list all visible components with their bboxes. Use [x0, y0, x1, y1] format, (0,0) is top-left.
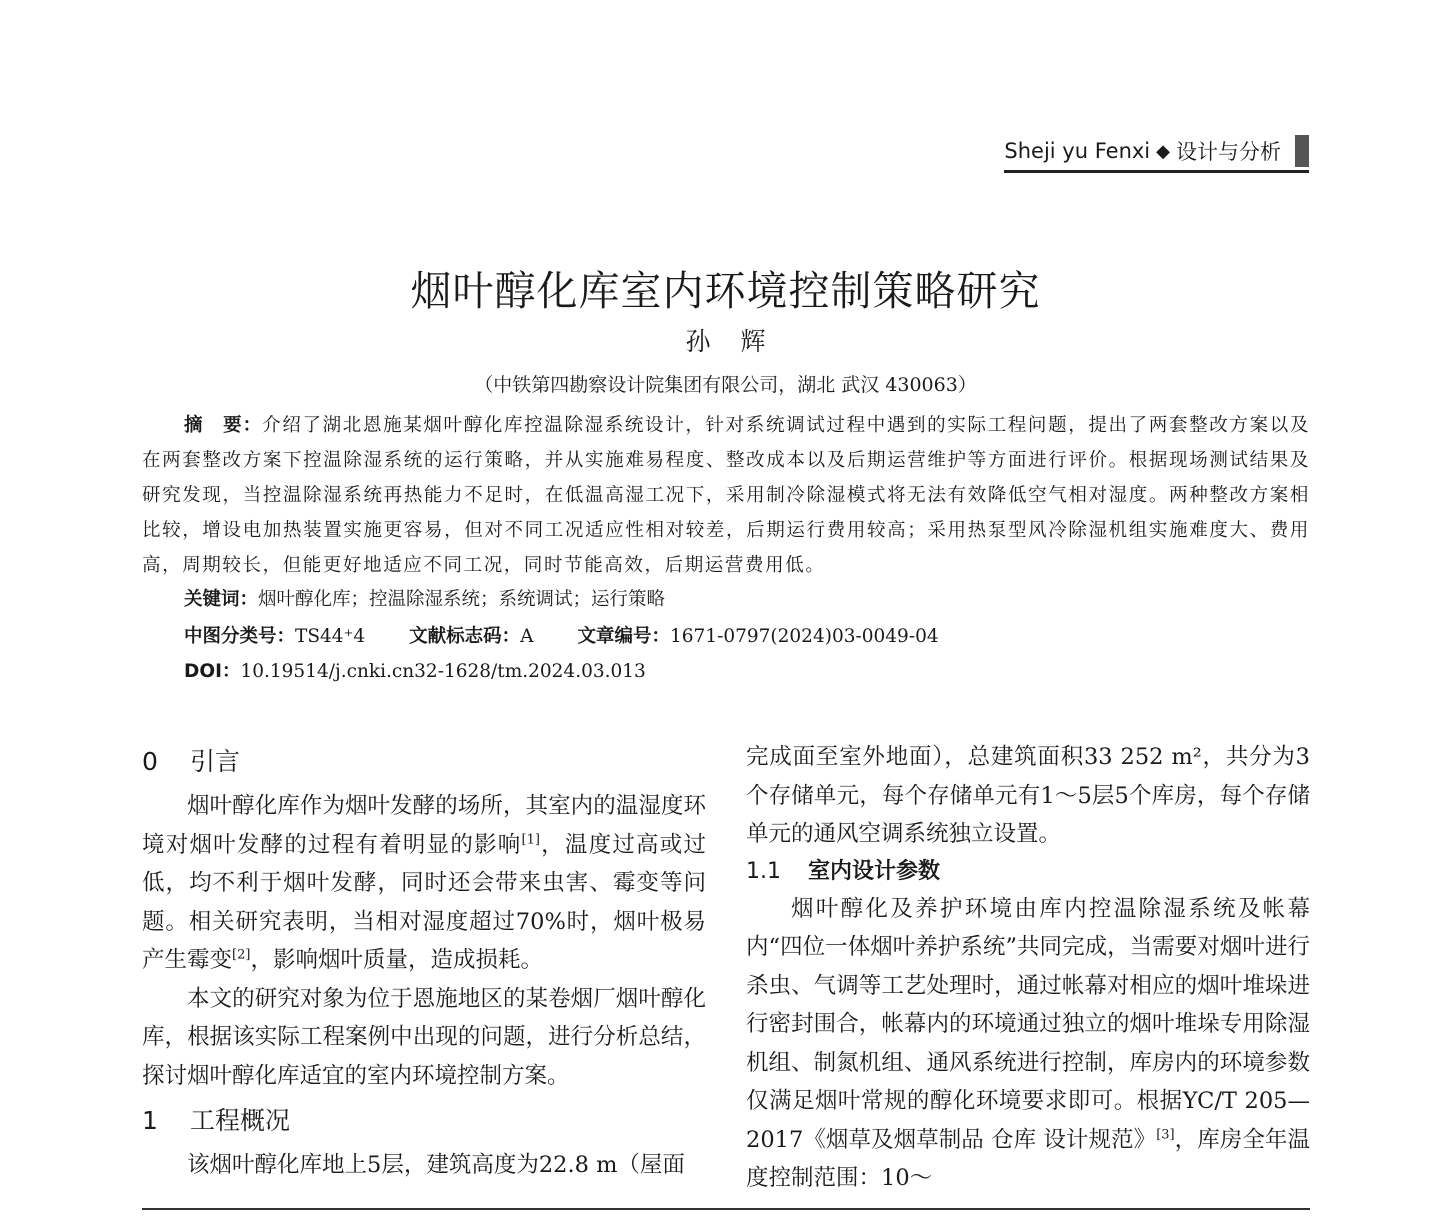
citation: [1] [521, 832, 540, 847]
section-heading-1-1 [746, 854, 1310, 890]
affiliation: （中铁第四勘察设计院集团有限公司，湖北 武汉 430063） [474, 374, 977, 396]
diamond-icon: ◆ [1156, 140, 1170, 162]
running-header-english: Sheji yu Fenxi [1004, 139, 1151, 163]
classification [184, 622, 939, 648]
keywords-text: 烟叶醇化库；控温除湿系统；系统调试；运行策略 [258, 589, 666, 610]
paragraph: 本文的研究对象为位于恩施地区的某卷烟厂烟叶醇化库，根据该实际工程案例中出现的问题，进行分析总结，探讨烟叶醇化库适宜的室内环境控制方案。 [142, 985, 706, 1089]
section-title: 工程概况 [190, 1106, 291, 1135]
doc-code-label: 文献标志码： [409, 626, 521, 647]
paragraph-continued: 完成面至室外地面），总建筑面积33 252 m²，共分为3个存储单元，每个存储单元有1～5层5个库房，每个存储单元的通风空调系统独立设置。 [746, 744, 1310, 847]
section-number: 1 [142, 1106, 158, 1135]
paragraph: 该烟叶醇化库地上5层，建筑高度为22.8 m（屋面 [187, 1152, 685, 1178]
paragraph-text: ，温度过高或过低，均不利于烟叶发酵，同时还会带来虫害、霉变等问题。相关研究表明，当相对湿度超过70%时，烟叶极易产生霉变 [142, 831, 706, 973]
header-bar-decoration [1295, 135, 1309, 167]
keywords-label: 关键词： [184, 589, 259, 610]
paragraph [142, 787, 706, 980]
section-title: 引言 [190, 747, 241, 776]
footer-rule [142, 1208, 1310, 1210]
clc-label: 中图分类号： [184, 626, 296, 647]
article-number-value: 1671-0797(2024)03-0049-04 [670, 626, 939, 647]
author: 孙辉 [685, 327, 796, 356]
paragraph-text: ，库房全年温度控制范围：10～ [746, 1126, 1310, 1191]
body-column-left [142, 738, 706, 1185]
doi [184, 657, 646, 683]
paper-title: 烟叶醇化库室内环境控制策略研究 [410, 267, 1041, 315]
running-header [1004, 134, 1309, 173]
paragraph-text: ，影响烟叶质量，造成损耗。 [250, 947, 543, 973]
paragraph [746, 890, 1310, 1198]
paragraph-text: 烟叶醇化及养护环境由库内控温除湿系统及帐幕内“四位一体烟叶养护系统”共同完成，当需要对烟叶进行杀虫、气调等工艺处理时，通过帐幕对相应的烟叶堆垛进行密封围合，帐幕内的环境通过独立的烟叶堆垛专用除湿机组、制氮机组、通风系统进行控制，库房内的环境参数仅满足烟叶常规的醇化环境要求即可。根据YC/T 205—2017《烟草及烟草制品 仓库 设计规范》 [746, 895, 1310, 1153]
article-number-label: 文章编号： [577, 626, 671, 647]
section-heading-0 [142, 740, 706, 784]
paragraph-text: 烟叶醇化库作为烟叶发酵的场所，其室内的温湿度环境对烟叶发酵的过程有着明显的影响 [142, 793, 706, 858]
keywords [184, 585, 665, 611]
doi-value: 10.19514/j.cnki.cn32-1628/tm.2024.03.013 [240, 661, 646, 682]
abstract-text: 介绍了湖北恩施某烟叶醇化库控温除湿系统设计，针对系统调试过程中遇到的实际工程问题，提出了两套整改方案以及在两套整改方案下控温除湿系统的运行策略，并从实施难易程度、整改成本以及后期运营维护等方面进行评价。根据现场测试结果及研究发现，当控温除湿系统再热能力不足时，在低温高湿工况下，采用制冷除湿模式将无法有效降低空气相对湿度。两种整改方案相比较，增设电加热装置实施更容易，但对不同工况适应性相对较差，后期运行费用较高；采用热泵型风冷除湿机组实施难度大、费用高，周期较长，但能更好地适应不同工况，同时节能高效，后期运营费用低。 [142, 415, 1310, 576]
body-column-right [746, 738, 1310, 1198]
doi-label: DOI： [184, 661, 241, 682]
doc-code-value: A [520, 626, 534, 647]
abstract [142, 408, 1310, 583]
running-header-chinese: 设计与分析 [1176, 140, 1281, 164]
abstract-label: 摘 要： [184, 415, 263, 436]
citation: [2] [232, 947, 251, 963]
section-title: 室内设计参数 [808, 858, 941, 884]
citation: [3] [1156, 1127, 1175, 1142]
section-number: 1.1 [746, 858, 781, 884]
section-heading-1 [142, 1099, 706, 1143]
section-number: 0 [142, 747, 158, 776]
clc-value: TS44⁺4 [295, 626, 366, 647]
